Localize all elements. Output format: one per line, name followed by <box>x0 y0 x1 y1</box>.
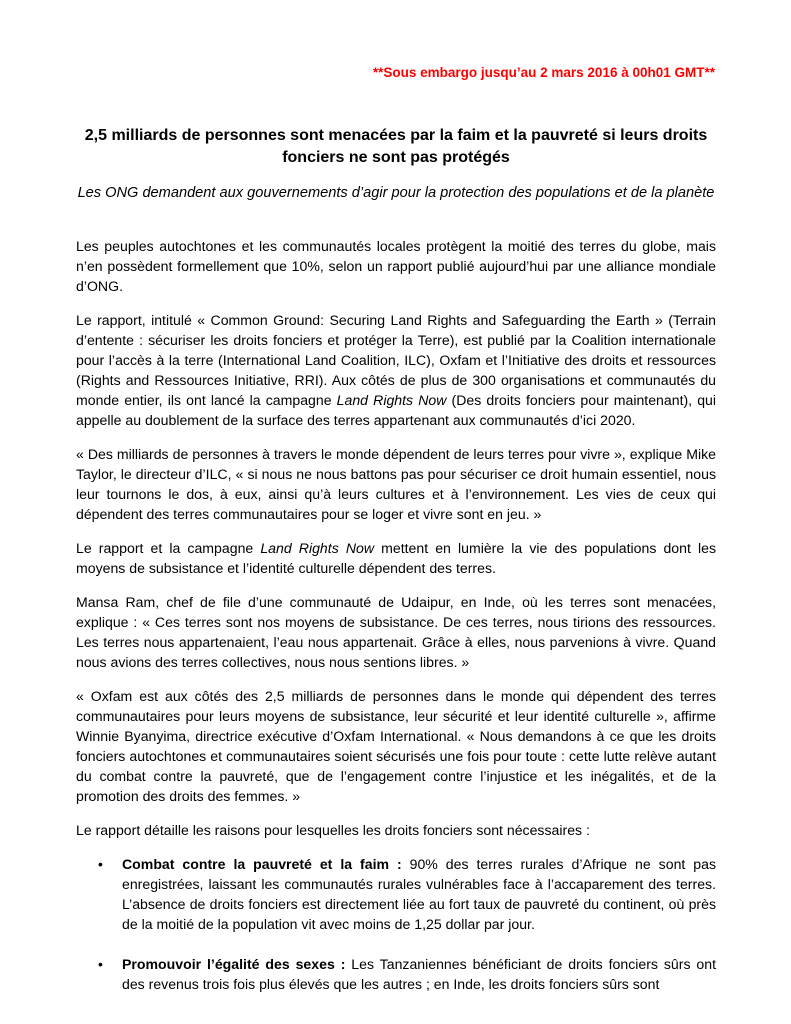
paragraph-report-text-b: (Des droits fonciers pour maintenant), qui appelle au doublement de la surface des terres appartenant aux communautés d’ici 2020. <box>76 392 717 428</box>
paragraph-reasons: Le rapport détaille les raisons pour lesquelles les droits fonciers sont nécessaires : <box>76 822 590 838</box>
paragraph-campaign <box>76 538 716 578</box>
paragraph-quote-ram: Mansa Ram, chef de file d’une communauté de Udaipur, en Inde, où les terres sont menacées, explique : « Ces terres sont nos moyens de subsistance. De ces terres, nous tirions des ressources. Les terres nous appartenaient, l’eau nous appartenait. Grâce à elles, nous parvenions à vivre. Quand nous avions des terres collectives, nous nous sentions libres. » <box>76 594 716 670</box>
paragraph-campaign-text-b: mettent en lumière la vie des populations dont les moyens de subsistance et l’identité culturelle dépendent des terres. <box>76 540 717 576</box>
reasons-list <box>76 854 716 994</box>
bullet-icon: • <box>98 956 103 972</box>
page-title: 2,5 milliards de personnes sont menacées par la faim et la pauvreté si leurs droits fonciers ne sont pas protégés <box>84 127 708 166</box>
bullet-icon: • <box>98 856 103 872</box>
paragraph-report <box>76 310 716 430</box>
article-body <box>76 236 716 1014</box>
list-item <box>76 954 716 994</box>
campaign-name: Land Rights Now <box>260 540 375 556</box>
list-item-text: Les Tanzaniennes bénéficiant de droits fonciers sûrs ont des revenus trois fois plus élevés que les autres ; en Inde, les droits fonciers sûrs sont <box>122 956 716 992</box>
paragraph-quote-byanyima: « Oxfam est aux côtés des 2,5 milliards de personnes dans le monde qui dépendent des terres communautaires pour leurs moyens de subsistance, leur sécurité et leur identité culturelle », affirme Winnie Byanyima, directrice exécutive d’Oxfam International. « Nous demandons à ce que les droits fonciers autochtones et communautaires soient sécurisés une fois pour toute : cette lutte relève autant du combat contre la pauvreté, que de l’engagement contre l’injustice et les inégalités, et de la promotion des droits des femmes. » <box>76 688 716 804</box>
page-subtitle: Les ONG demandent aux gouvernements d’agir pour la protection des populations et de la planète <box>77 185 715 201</box>
embargo-notice: **Sous embargo jusqu’au 2 mars 2016 à 00h01 GMT** <box>372 65 715 80</box>
list-item-lead: Promouvoir l’égalité des sexes : <box>122 956 346 972</box>
paragraph-report-text-a: Le rapport, intitulé « Common Ground: Securing Land Rights and Safeguarding the Earth » (Terrain d’entente : sécuriser les droits fonciers et protéger la Terre), est publié par la Coalition internationale pour l’accès à la terre (International Land Coalition, ILC), Oxfam et l’Initiative des droits et ressources (Rights and Ressources Initiative, RRI). Aux côtés de plus de 300 organisations et communautés du monde entier, ils ont lancé la campagne <box>76 312 716 408</box>
paragraph-intro: Les peuples autochtones et les communautés locales protègent la moitié des terres du globe, mais n’en possèdent formellement que 10%, selon un rapport publié aujourd’hui par une alliance mondiale d’ONG. <box>76 238 716 294</box>
list-item <box>76 854 716 934</box>
paragraph-quote-taylor: « Des milliards de personnes à travers le monde dépendent de leurs terres pour vivre », explique Mike Taylor, le directeur d’ILC, « si nous ne nous battons pas pour sécuriser ce droit humain essentiel, nous leur tournons le dos, à eux, ainsi qu’à leurs cultures et à l’environnement. Les vies de ceux qui dépendent des terres communautaires pour se loger et vivre sont en jeu. » <box>76 446 716 522</box>
paragraph-campaign-text-a: Le rapport et la campagne <box>76 540 261 556</box>
list-item-text: 90% des terres rurales d’Afrique ne sont pas enregistrées, laissant les communautés rurales vulnérables face à l’accaparement des terres. L’absence de droits fonciers est directement liée au fort taux de pauvreté du continent, où près de la moitié de la population vit avec moins de 1,25 dollar par jour. <box>122 856 716 932</box>
list-item-lead: Combat contre la pauvreté et la faim : <box>122 856 402 872</box>
campaign-name: Land Rights Now <box>336 392 447 408</box>
